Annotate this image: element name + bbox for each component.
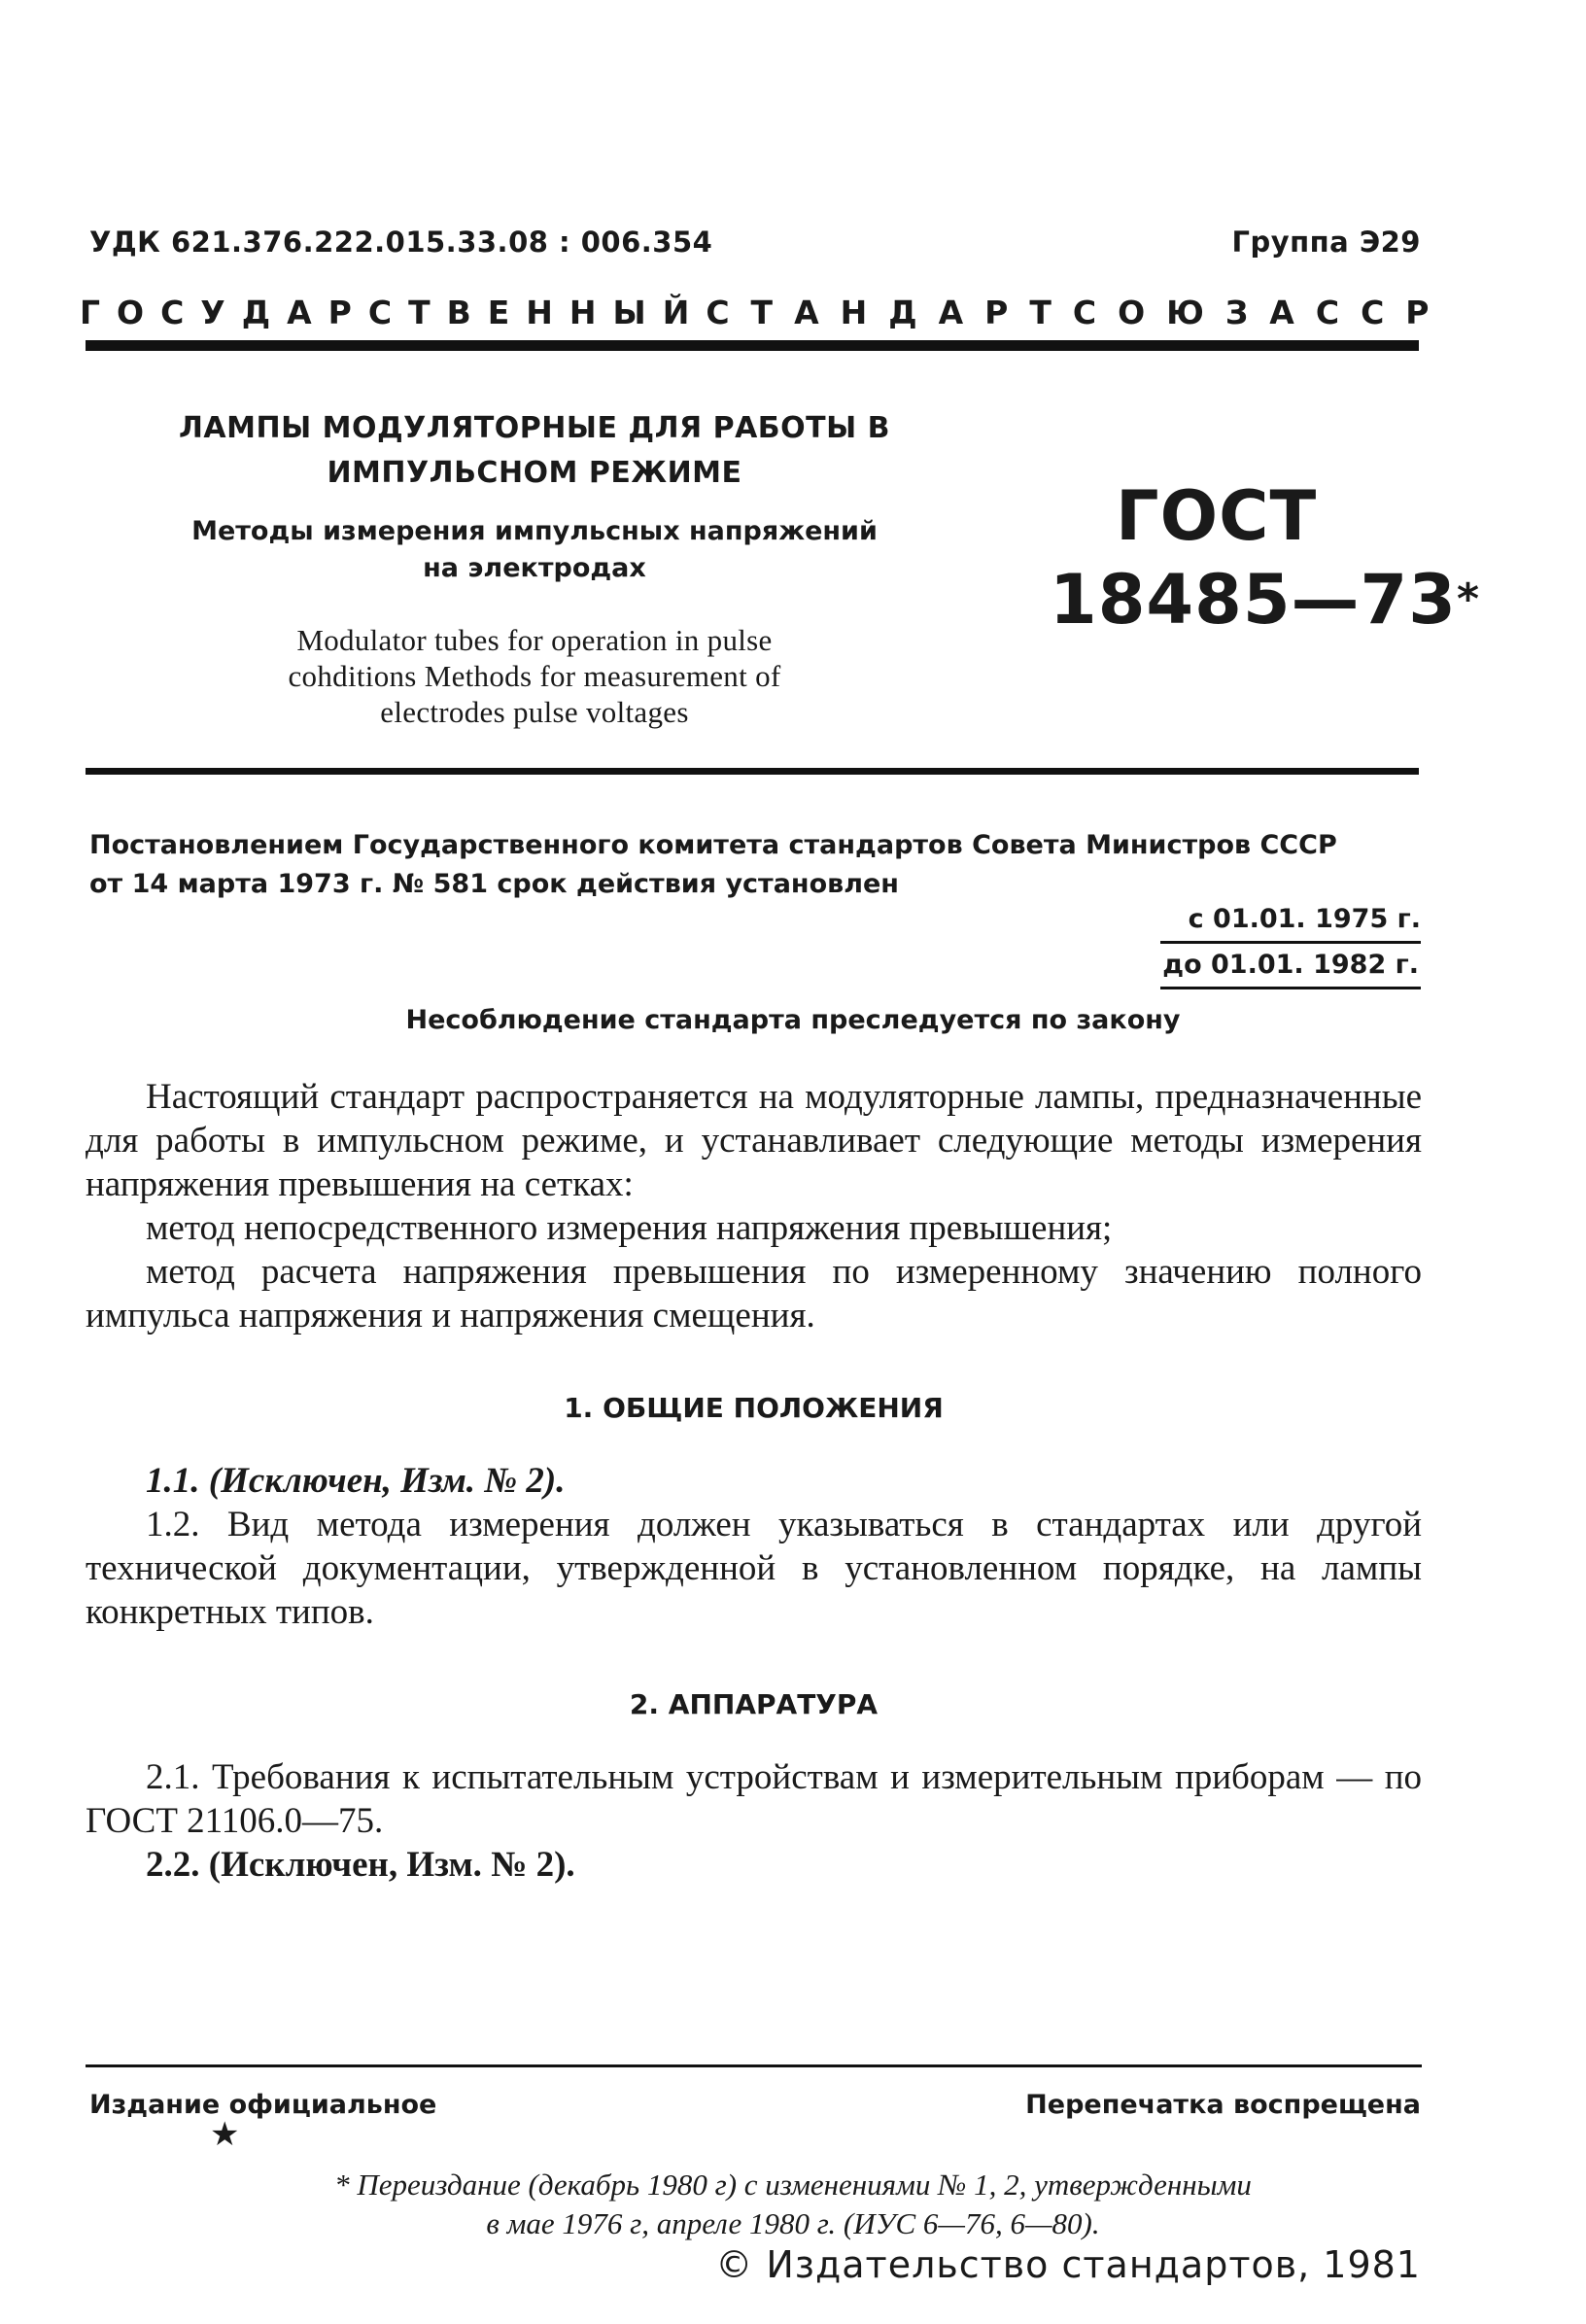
note-line: в мае 1976 г, апреле 1980 г. (ИУС 6—76, 6—80). xyxy=(486,2206,1100,2240)
gost-number: 18485—73 xyxy=(1050,560,1457,640)
footer-rule xyxy=(86,2064,1422,2067)
english-title-line: cohditions Methods for measurement of xyxy=(288,659,781,693)
method-item: метод расчета напряжения превышения по измеренному значению полного импульса напряжения и напряжения смещения. xyxy=(86,1252,1422,1335)
subtitle-line: Методы измерения импульсных напряжений xyxy=(191,516,878,546)
title-main xyxy=(165,406,904,496)
star-icon: ★ xyxy=(210,2117,240,2153)
banner-word: СТАНДАРТ xyxy=(706,294,1073,331)
clause-1-1: 1.1. (Исключен, Изм. № 2). xyxy=(146,1461,566,1501)
reprint-prohibited: Перепечатка воспрещена xyxy=(1025,2090,1421,2120)
note-line: * Переиздание (декабрь 1980 г) с изменениями № 1, 2, утвержденными xyxy=(334,2168,1252,2202)
clause-2-2: 2.2. (Исключен, Изм. № 2). xyxy=(146,1845,575,1885)
validity-dates xyxy=(1160,898,1421,989)
decree-text xyxy=(89,826,1421,904)
title-subtitle xyxy=(165,513,904,587)
official-edition: Издание официальное xyxy=(89,2090,437,2120)
banner-word: ССР xyxy=(1315,294,1451,331)
group-code: Группа Э29 xyxy=(1231,225,1421,259)
section-heading: 2. АППАРАТУРА xyxy=(629,1688,879,1720)
title-english xyxy=(165,622,904,730)
reissue-note xyxy=(0,2166,1586,2243)
clause-2-1: 2.1. Требования к испытательным устройствам и измерительным приборам — по ГОСТ 21106.0—75. xyxy=(86,1757,1422,1841)
method-item: метод непосредственного измерения напряжения превышения; xyxy=(146,1208,1113,1248)
state-standard-banner xyxy=(80,294,1451,331)
decree-line: Постановлением Государственного комитета стандартов Совета Министров СССР xyxy=(89,830,1337,860)
copyright: © Издательство стандартов, 1981 xyxy=(715,2243,1421,2286)
banner-word: СОЮЗА xyxy=(1072,294,1316,331)
title-block xyxy=(165,406,904,730)
subtitle-line: на электродах xyxy=(423,553,646,583)
gost-mark: * xyxy=(1456,574,1480,624)
title-main-line: ЛАМПЫ МОДУЛЯТОРНЫЕ ДЛЯ РАБОТЫ В xyxy=(178,411,891,445)
english-title-line: electrodes pulse voltages xyxy=(380,695,689,729)
header-rule xyxy=(86,340,1419,351)
gost-label: ГОСТ xyxy=(1116,476,1318,556)
udk-code: УДК 621.376.222.015.33.08 : 006.354 xyxy=(89,225,713,259)
intro-paragraph: Настоящий стандарт распространяется на модуляторные лампы, предназначенные для работы в импульсном режиме, и устанавливает следующие методы измерения напряжения превышения на сетках: xyxy=(86,1077,1422,1204)
decree-line: от 14 марта 1973 г. № 581 срок действия установлен xyxy=(89,869,899,899)
clause-1-2: 1.2. Вид метода измерения должен указываться в стандартах или другой технической документации, утвержденной в установленном порядке, на лампы конкретных типов. xyxy=(86,1505,1422,1632)
title-rule xyxy=(86,768,1419,775)
penalty-notice: Несоблюдение стандарта преследуется по закону xyxy=(405,1005,1181,1035)
gost-designation xyxy=(1050,474,1480,642)
gost-number-line xyxy=(1050,558,1480,642)
english-title-line: Modulator tubes for operation in pulse xyxy=(296,623,773,657)
date-to: до 01.01. 1982 г. xyxy=(1160,941,1421,989)
title-main-line: ИМПУЛЬСНОМ РЕЖИМЕ xyxy=(327,456,742,490)
document-body xyxy=(86,1075,1422,1887)
date-from: с 01.01. 1975 г. xyxy=(1188,904,1421,934)
section-heading: 1. ОБЩИЕ ПОЛОЖЕНИЯ xyxy=(564,1392,944,1424)
banner-word: ГОСУДАРСТВЕННЫЙ xyxy=(80,294,707,331)
